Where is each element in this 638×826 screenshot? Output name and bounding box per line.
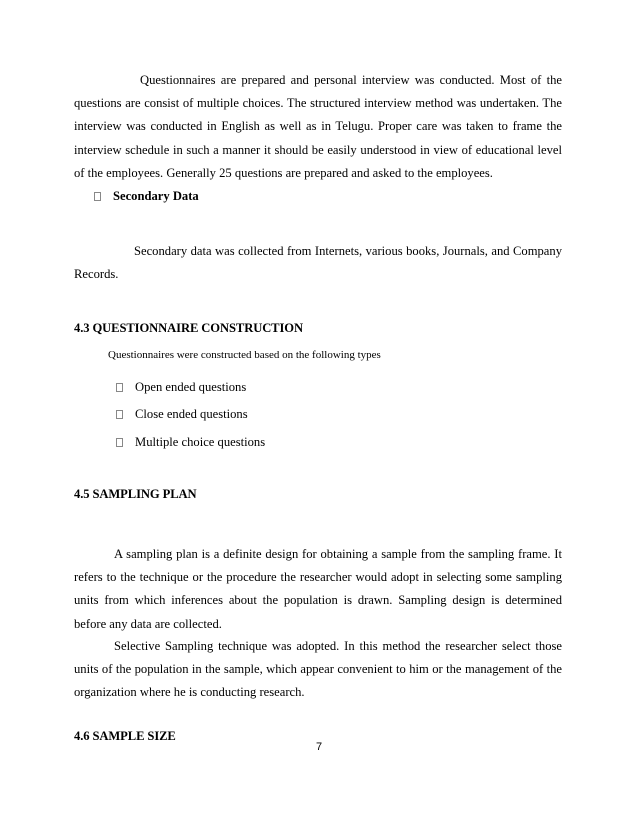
list-item-label: Close ended questions bbox=[135, 407, 248, 421]
bullet-box-icon bbox=[116, 410, 123, 419]
paragraph-secondary-data: Secondary data was collected from Internets, various books, Journals, and Company Records. bbox=[74, 244, 562, 282]
heading-questionnaire-construction: 4.3 QUESTIONNAIRE CONSTRUCTION bbox=[74, 321, 303, 335]
list-item bbox=[116, 378, 246, 396]
list-item bbox=[116, 405, 248, 423]
heading-sampling-plan: 4.5 SAMPLING PLAN bbox=[74, 487, 197, 501]
paragraph-interview: Questionnaires are prepared and personal interview was conducted. Most of the questions are consist of multiple choices. The structured interview method was undertaken. The interview was conducted in English as well as in Telugu. Proper care was taken to frame the interview schedule in such a manner it should be easily understood in view of educational level of the employees. Generally 25 questions are prepared and asked to the employees. bbox=[74, 73, 562, 180]
questionnaire-intro-text: Questionnaires were constructed based on the following types bbox=[108, 349, 381, 361]
heading-sample-size: 4.6 SAMPLE SIZE bbox=[74, 729, 176, 743]
bullet-secondary-data bbox=[94, 187, 199, 205]
list-item-label: Open ended questions bbox=[135, 380, 247, 394]
list-item-label: Multiple choice questions bbox=[135, 435, 266, 449]
paragraph-selective-sampling: Selective Sampling technique was adopted. In this method the researcher select those units of the population in the sample, which appear convenient to him or the management of the organization where he is conducting research. bbox=[74, 639, 562, 700]
bullet-box-icon bbox=[116, 438, 123, 447]
secondary-data-label: Secondary Data bbox=[113, 189, 199, 203]
bullet-box-icon bbox=[116, 383, 123, 392]
page-number: 7 bbox=[315, 741, 323, 753]
bullet-box-icon bbox=[94, 192, 101, 201]
list-item bbox=[116, 433, 265, 451]
paragraph-sampling-plan: A sampling plan is a definite design for obtaining a sample from the sampling frame. It refers to the technique or the procedure the researcher would adopt in selecting some sampling units from which inferences about the population is drawn. Sampling design is determined before any data are collected. bbox=[74, 547, 562, 631]
